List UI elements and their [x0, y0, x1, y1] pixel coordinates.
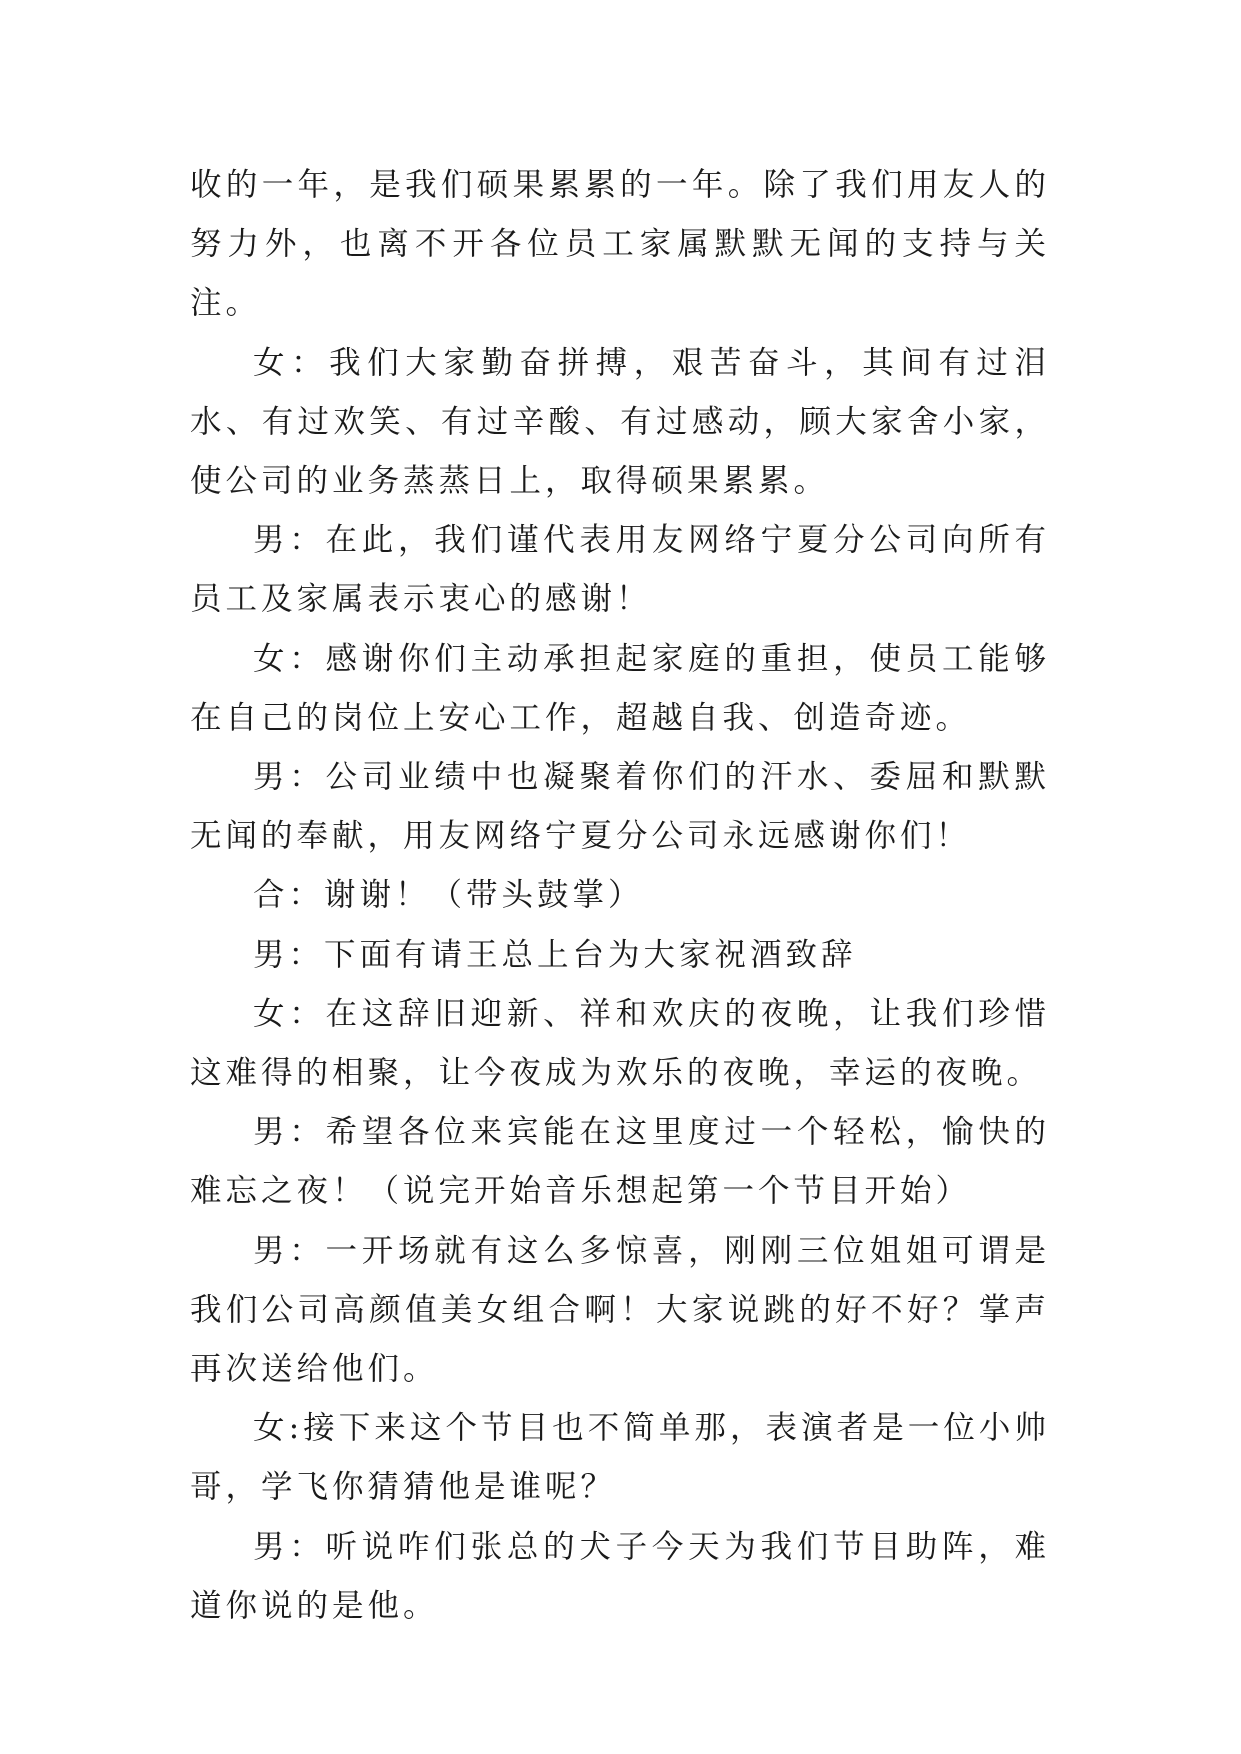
paragraph-male-2: 男：公司业绩中也凝聚着你们的汗水、委屈和默默无闻的奉献，用友网络宁夏分公司永远感谢你们！ [190, 759, 1050, 855]
paragraph-male-6: 男：听说咋们张总的犬子今天为我们节目助阵，难道你说的是他。 [190, 1528, 1050, 1624]
paragraph-male-5: 男：一开场就有这么多惊喜，刚刚三位姐姐可谓是我们公司高颜值美女组合啊！大家说跳的好不好？掌声再次送给他们。 [190, 1232, 1050, 1388]
paragraph-together: 合：谢谢！（带头鼓掌） [253, 877, 644, 914]
paragraph-male-1: 男：在此，我们谨代表用友网络宁夏分公司向所有员工及家属表示衷心的感谢！ [190, 522, 1050, 618]
document-body [190, 156, 1050, 1636]
paragraph-male-3: 男：下面有请王总上台为大家祝酒致辞 [253, 936, 857, 973]
paragraph-female-1: 女：我们大家勤奋拼搏，艰苦奋斗，其间有过泪水、有过欢笑、有过辛酸、有过感动，顾大家舍小家，使公司的业务蒸蒸日上，取得硕果累累。 [190, 344, 1050, 500]
paragraph-female-2: 女：感谢你们主动承担起家庭的重担，使员工能够在自己的岗位上安心工作，超越自我、创造奇迹。 [190, 640, 1050, 736]
paragraph-continuation: 收的一年，是我们硕果累累的一年。除了我们用友人的努力外，也离不开各位员工家属默默无闻的支持与关注。 [190, 167, 1050, 322]
paragraph-female-3: 女：在这辞旧迎新、祥和欢庆的夜晚，让我们珍惜这难得的相聚，让今夜成为欢乐的夜晚，幸运的夜晚。 [190, 995, 1050, 1092]
paragraph-female-4: 女:接下来这个节目也不简单那，表演者是一位小帅哥，学飞你猜猜他是谁呢？ [190, 1410, 1050, 1506]
paragraph-male-4: 男：希望各位来宾能在这里度过一个轻松，愉快的难忘之夜！（说完开始音乐想起第一个节目开始） [190, 1114, 1050, 1210]
